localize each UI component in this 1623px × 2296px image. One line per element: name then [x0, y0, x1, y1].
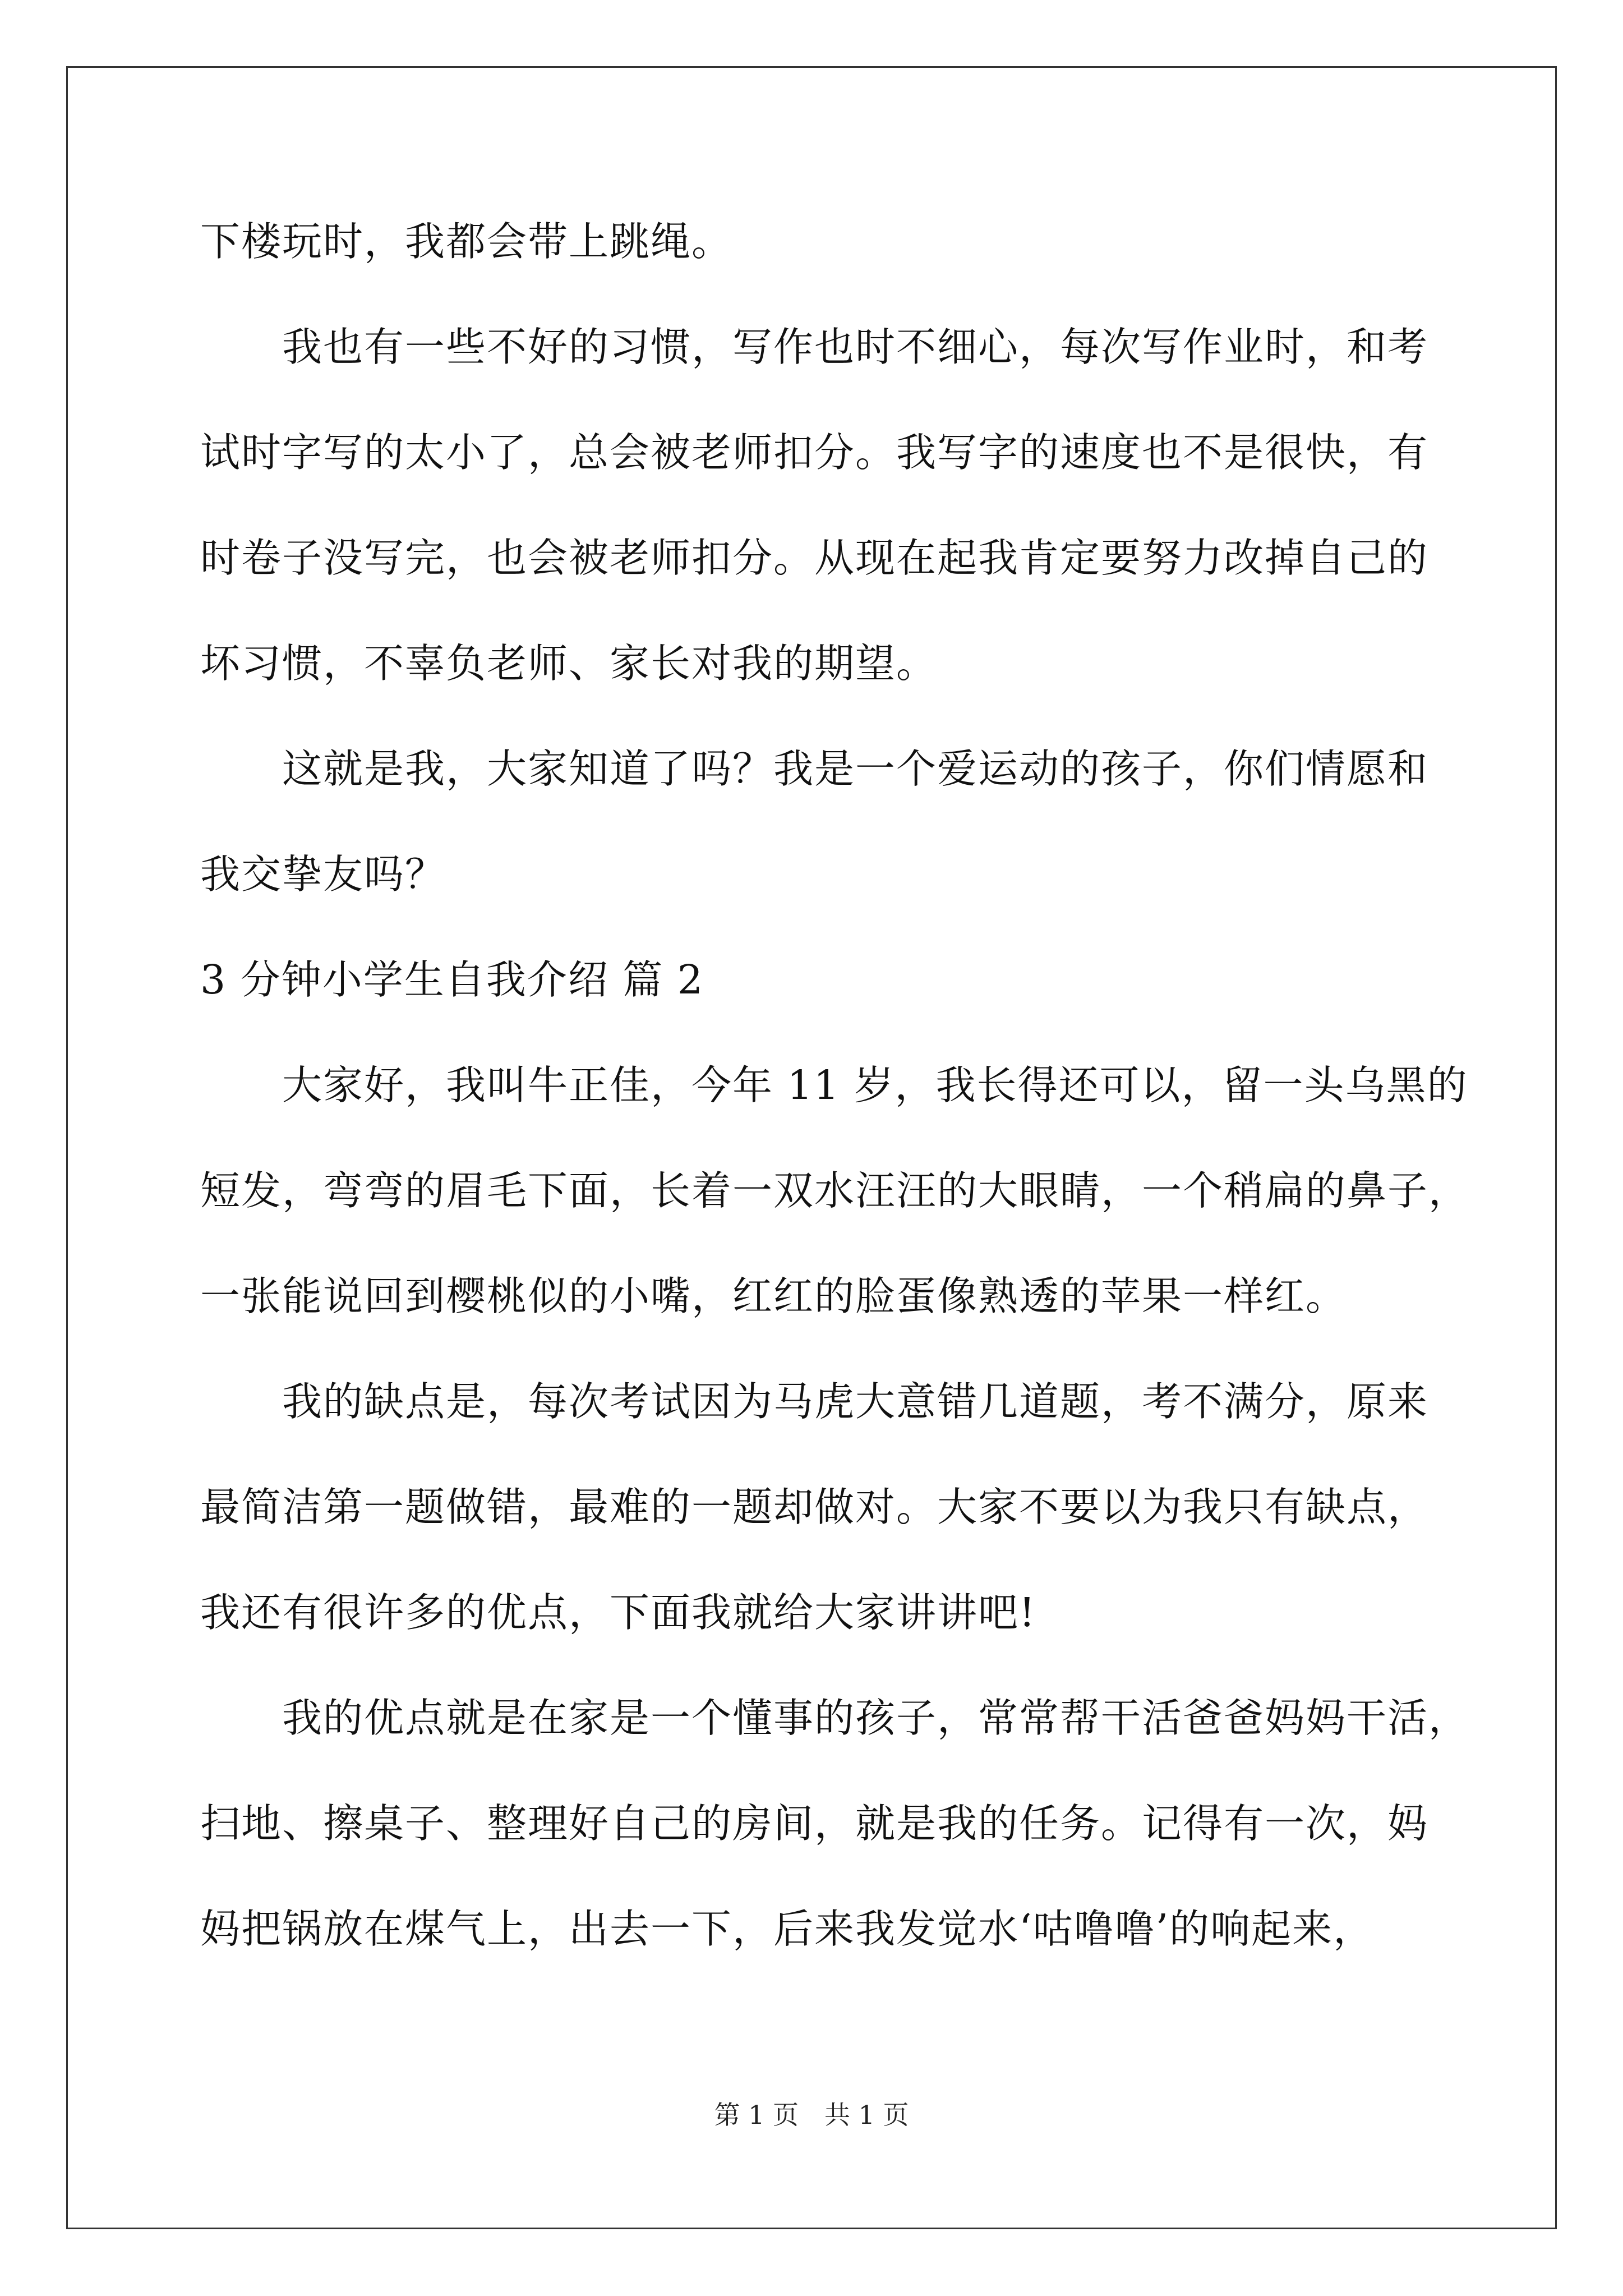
text-line: 试时字写的太小了，总会被老师扣分。我写字的速度也不是很快，有	[200, 429, 1429, 476]
paragraph-start: 大家好，我叫牛正佳，今年 11 岁，我长得还可以，留一头乌黑的	[282, 1062, 1468, 1108]
paragraph-start: 这就是我，大家知道了吗？我是一个爱运动的孩子，你们情愿和	[282, 746, 1429, 792]
paragraph-start: 我也有一些不好的习惯，写作也时不细心，每次写作业时，和考	[282, 324, 1429, 370]
paragraph-start: 我的优点就是在家是一个懂事的孩子，常常帮干活爸爸妈妈干活，	[282, 1695, 1470, 1741]
document-body	[200, 215, 1470, 2008]
text-line: 下楼玩时，我都会带上跳绳。	[200, 218, 733, 265]
text-line: 我交挚友吗？	[200, 851, 446, 898]
text-line: 坏习惯，不辜负老师、家长对我的期望。	[200, 640, 938, 687]
text-line: 我还有很许多的优点，下面我就给大家讲讲吧!	[200, 1589, 1036, 1636]
text-line: 短发，弯弯的眉毛下面，长着一双水汪汪的大眼睛，一个稍扁的鼻子，	[200, 1167, 1470, 1214]
text-line: 最简洁第一题做错，最难的一题却做对。大家不要以为我只有缺点，	[200, 1484, 1429, 1530]
page-footer: 第 1 页 共 1 页	[714, 2100, 909, 2130]
text-line: 扫地、擦桌子、整理好自己的房间，就是我的任务。记得有一次，妈	[200, 1800, 1429, 1847]
text-line: 一张能说回到樱桃似的小嘴，红红的脸蛋像熟透的苹果一样红。	[200, 1273, 1347, 1319]
paragraph-start: 我的缺点是，每次考试因为马虎大意错几道题，考不满分，原来	[282, 1378, 1429, 1425]
text-line: 妈把锅放在煤气上，出去一下，后来我发觉水‘咕噜噜’的响起来，	[200, 1906, 1375, 1952]
section-heading: 3 分钟小学生自我介绍 篇 2	[200, 956, 704, 1003]
text-line: 时卷子没写完，也会被老师扣分。从现在起我肯定要努力改掉自己的	[200, 535, 1429, 581]
